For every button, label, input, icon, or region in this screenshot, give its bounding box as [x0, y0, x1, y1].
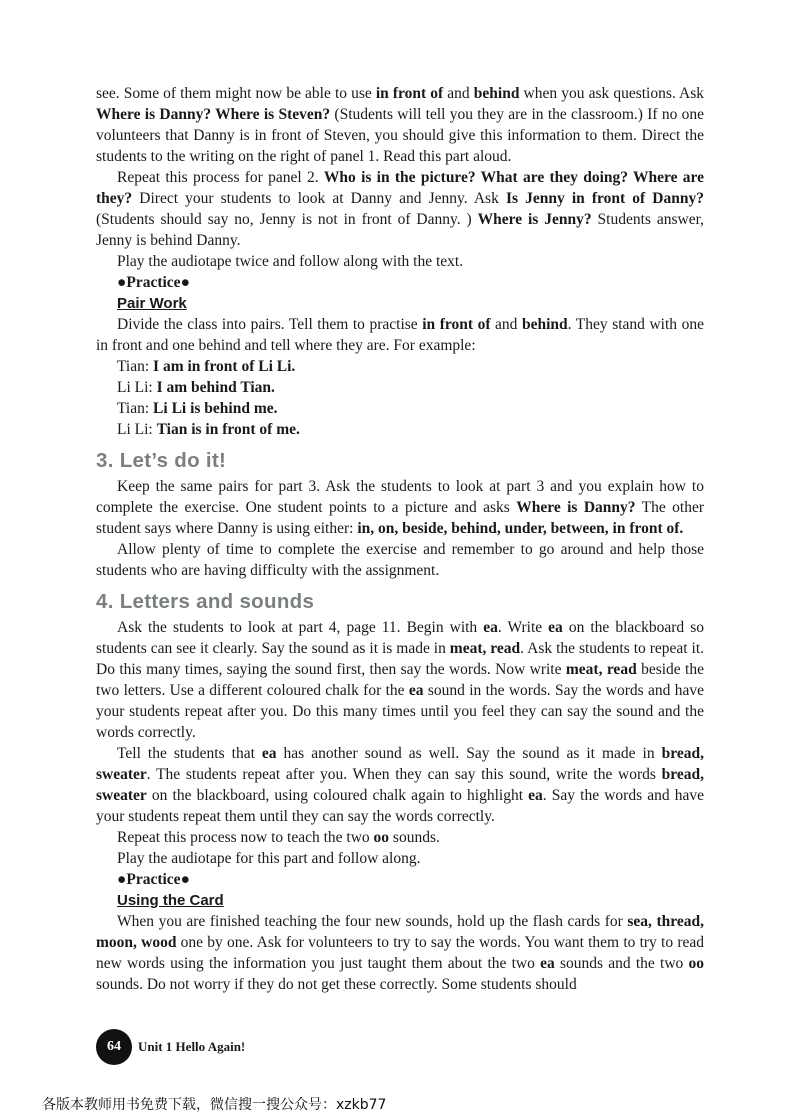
paragraph-6: Allow plenty of time to complete the exercise and remember to go around and help those students who are having difficulty with the assignment.: [96, 541, 704, 579]
example-line: Tian: Li Li is behind me.: [117, 400, 278, 417]
paragraph-2: Repeat this process for panel 2. Who is in the picture? What are they doing? Where are they? Direct your students to look at Danny and Jenny. Ask Is Jenny in front of Danny? (Students should say no, Jenny is not in front of Danny. ) Where is Jenny? Students answer, Jenny is behind Danny.: [96, 169, 705, 249]
pair-work-heading: Pair Work: [117, 295, 187, 312]
paragraph-11: When you are finished teaching the four new sounds, hold up the flash cards for sea, thread, moon, wood one by one. Ask for volunteers to try to say the words. You want them to try to read new words using the information you just taught them about the two ea sounds and the two oo sounds. Do not worry if they do not get these correctly. Some students should: [96, 913, 704, 993]
paragraph-1: see. Some of them might now be able to use in front of and behind when you ask questions. Ask Where is Danny? Where is Steven? (Students will tell you they are in the classroom.) If no one volunteers that Danny is in front of Steven, you should give this information to them. Direct the students to the writing on the right of panel 1. Read this part aloud.: [96, 85, 704, 165]
example-line: Li Li: Tian is in front of me.: [117, 421, 300, 438]
paragraph-10: Play the audiotape for this part and follow along.: [117, 850, 421, 867]
paragraph-8: Tell the students that ea has another sound as well. Say the sound as it made in bread, sweater. The students repeat after you. When they can say this sound, write the words bread, sweater on the blackboard, using coloured chalk again to highlight ea. Say the words and have your students repeat them until they can say the words correctly.: [96, 745, 704, 825]
section-heading-4: 4. Letters and sounds: [96, 590, 315, 613]
example-line: Li Li: I am behind Tian.: [117, 379, 275, 396]
example-line: Tian: I am in front of Li Li.: [117, 358, 296, 375]
paragraph-7: Ask the students to look at part 4, page 11. Begin with ea. Write ea on the blackboard so students can see it clearly. Say the sound as it is made in meat, read. Ask the students to repeat it. Do this many times, saying the sound first, then say the words. Now write meat, read beside the two letters. Use a different coloured chalk for the ea sound in the words. Say the words and have your students repeat after you. Do this many times until you feel they can say the sound and the words correctly.: [96, 619, 704, 741]
page-body: [96, 83, 704, 995]
using-card-heading: Using the Card: [117, 892, 224, 909]
page-footer: [96, 1029, 245, 1065]
practice-heading-1: ●Practice●: [117, 274, 190, 291]
watermark-text: 各版本教师用书免费下载，微信搜一搜公众号：xzkb77: [42, 1097, 387, 1113]
unit-title: Unit 1 Hello Again!: [138, 1039, 246, 1054]
page-number-badge: 64: [96, 1029, 132, 1065]
paragraph-5: Keep the same pairs for part 3. Ask the students to look at part 3 and you explain how to complete the exercise. One student points to a picture and asks Where is Danny? The other student says where Danny is using either: in, on, beside, behind, under, between, in front of.: [96, 478, 704, 537]
paragraph-4: Divide the class into pairs. Tell them to practise in front of and behind. They stand with one in front and one behind and tell where they are. For example:: [96, 316, 704, 354]
paragraph-3: Play the audiotape twice and follow along with the text.: [117, 253, 464, 270]
paragraph-9: Repeat this process now to teach the two oo sounds.: [117, 829, 440, 846]
section-heading-3: 3. Let’s do it!: [96, 449, 227, 472]
practice-heading-2: ●Practice●: [117, 871, 190, 888]
